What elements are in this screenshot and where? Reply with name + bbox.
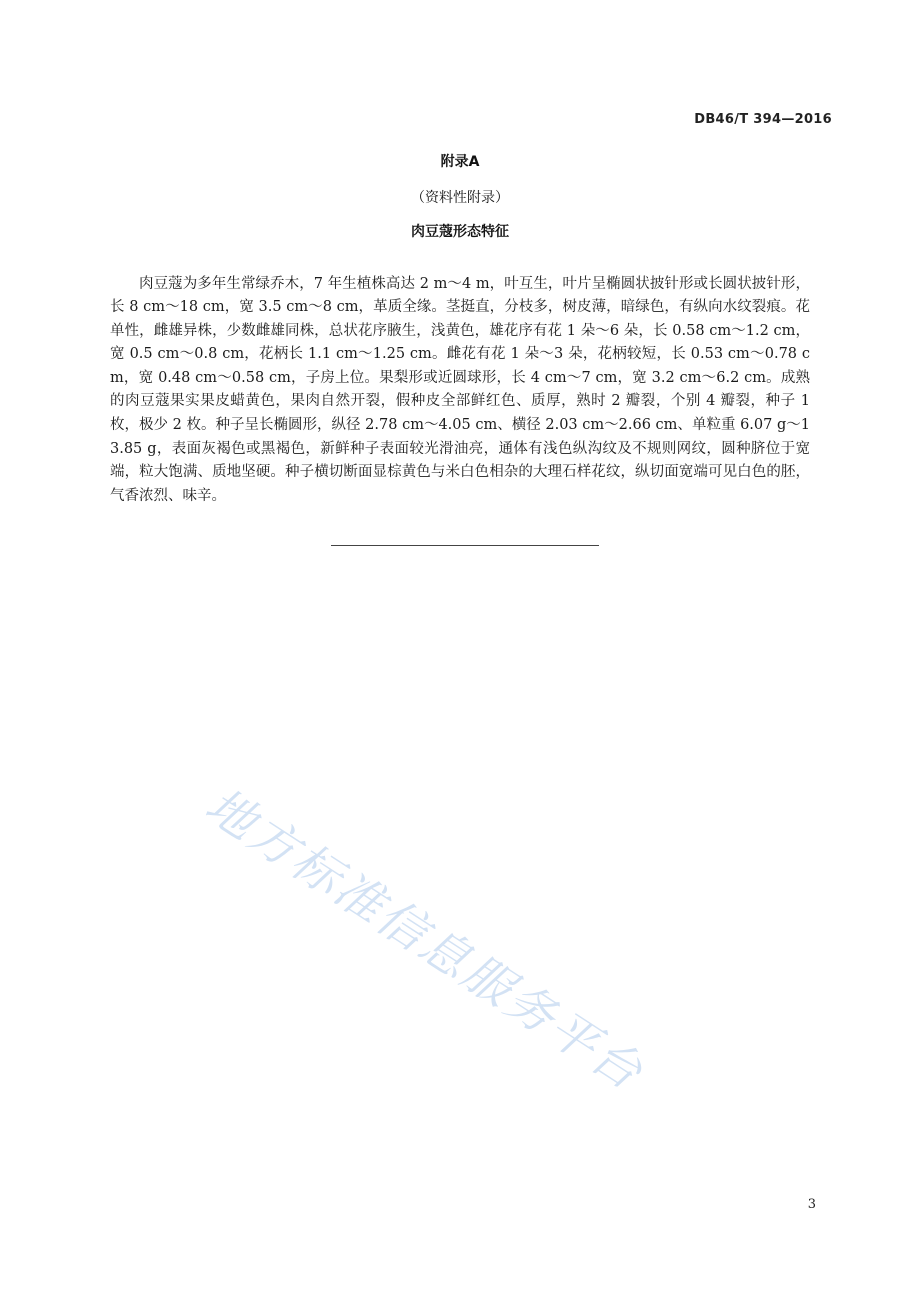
page-number: 3 — [807, 1197, 816, 1212]
appendix-note: （资料性附录） — [411, 190, 509, 206]
end-divider — [331, 545, 599, 546]
appendix-title: 附录A — [440, 154, 480, 170]
body-paragraph: 肉豆蔻为多年生常绿乔木，7 年生植株高达 2 m～4 m，叶互生，叶片呈椭圆状披针形或长圆状披针形，长 8 cm～18 cm，宽 3.5 cm～8 cm，革质全缘。茎挺直，分枝多，树皮薄，暗绿色，有纵向水纹裂痕。花单性，雌雄异株，少数雌雄同株，总状花序腋生，浅黄色，雄花序有花 1 朵～6 朵，长 0.58 cm～1.2 cm，宽 0.5 cm～0.8 cm，花柄长 1.1 cm～1.25 cm。雌花有花 1 朵～3 朵，花柄较短，长 0.53 cm～0.78 cm，宽 0.48 cm～0.58 cm，子房上位。果梨形或近圆球形，长 4 cm～7 cm，宽 3.2 cm～6.2 cm。成熟的肉豆蔻果实果皮蜡黄色，果肉自然开裂，假种皮全部鲜红色、质厚，熟时 2 瓣裂，个别 4 瓣裂，种子 1 枚，极少 2 枚。种子呈长椭圆形，纵径 2.78 cm～4.05 cm、横径 2.03 cm～2.66 cm、单粒重 6.07 g～13.85 g，表面灰褐色或黑褐色，新鲜种子表面较光滑油亮，通体有浅色纵沟纹及不规则网纹，圆种脐位于宽端，粒大饱满、质地坚硬。种子横切断面显棕黄色与米白色相杂的大理石样花纹，纵切面宽端可见白色的胚，气香浓烈、味辛。 — [110, 275, 810, 504]
watermark: 地方标准信息服务平台 — [195, 777, 654, 1102]
appendix-heading: 肉豆蔻形态特征 — [411, 224, 509, 240]
standard-code: DB46/T 394—2016 — [694, 112, 832, 127]
